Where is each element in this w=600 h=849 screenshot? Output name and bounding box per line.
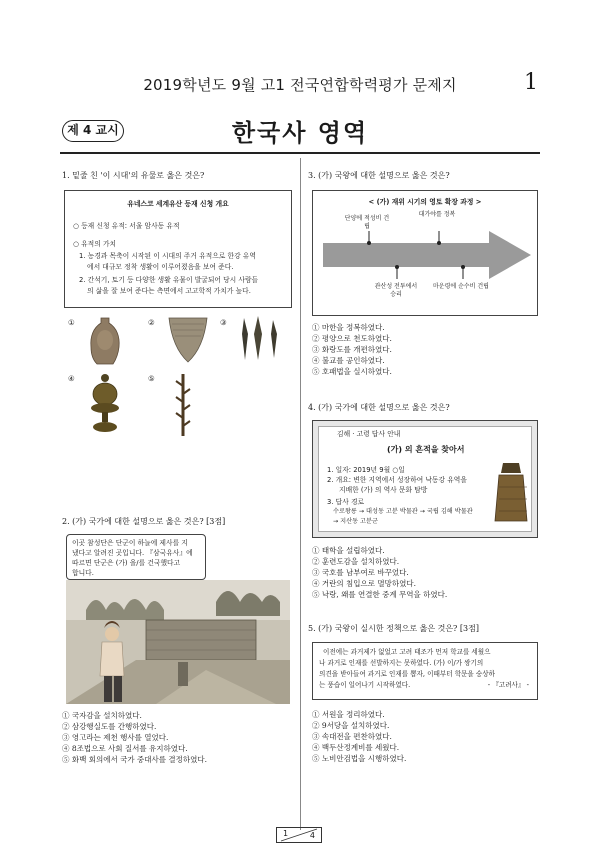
q1-option-5-marker[interactable]: ⑤ (148, 374, 155, 383)
q5-quote-line-1: 이전에는 과거제가 없었고 고려 태조가 먼저 학교를 세웠으 (323, 648, 491, 656)
q3-option-1[interactable]: ① 마한을 정복하였다. (312, 323, 385, 332)
gilt-bronze-incense-burner-image (88, 372, 122, 436)
q2-option-5[interactable]: ⑤ 화백 회의에서 국가 중대사를 결정하였다. (62, 755, 207, 764)
q3-event-2: 대가야를 정복 (418, 211, 456, 218)
q1-box-title: 유네스코 세계유산 등재 신청 개요 (127, 200, 229, 208)
q1-line-1: ○ 등재 신청 유적: 서울 암사동 유적 (73, 222, 180, 230)
q1-option-2-marker[interactable]: ② (148, 318, 155, 327)
q5-option-1[interactable]: ① 서원을 정리하였다. (312, 710, 385, 719)
celadon-vase-image (88, 316, 122, 366)
q4-option-1[interactable]: ① 태학을 설립하였다. (312, 546, 385, 555)
q2-bubble-line-4: 합니다. (72, 569, 94, 577)
q5-quote-line-3: 의견을 받아들여 과거로 인재를 뽑자, 이때부터 학문을 숭상하 (319, 670, 496, 678)
session-label: 제 4 교시 (62, 120, 124, 142)
q2-speech-bubble (66, 534, 206, 580)
q5-option-3[interactable]: ③ 속대전을 편찬하였다. (312, 732, 392, 741)
q1-line-3: 1. 농경과 목축이 시작된 이 시대의 주거 유적으로 한강 유역 (79, 252, 256, 260)
question-2-stem: 2. (가) 국가에 대한 설명으로 옳은 것은? [3점] (62, 517, 226, 526)
q2-option-2[interactable]: ② 삼강행실도를 간행하였다. (62, 722, 157, 731)
gaya-armor-image (491, 459, 531, 527)
q3-territory-box (312, 190, 538, 316)
q4-option-5[interactable]: ⑤ 낙랑, 왜를 연결한 중계 무역을 하였다. (312, 590, 448, 599)
comb-pattern-pottery-image (166, 314, 210, 364)
footer-page: 1 (283, 829, 289, 838)
q5-option-2[interactable]: ② 9서당을 설치하였다. (312, 721, 390, 730)
q2-bubble-line-1: 이곳 참성단은 단군이 하늘에 제사를 지 (72, 539, 188, 547)
q2-option-4[interactable]: ④ 8조법으로 사회 질서를 유지하였다. (62, 744, 188, 753)
q4-route-1: 수로왕릉 → 대성동 고분 박물관 → 국립 김해 박물관 (333, 508, 473, 515)
header-rule (60, 152, 540, 154)
q4-option-4[interactable]: ④ 거란의 침입으로 멸망하였다. (312, 579, 416, 588)
subject-title: 한국사 영역 (231, 119, 369, 147)
question-3-stem: 3. (가) 국왕에 대한 설명으로 옳은 것은? (308, 171, 450, 180)
seven-branched-sword-image (168, 372, 198, 438)
q5-option-4[interactable]: ④ 백두산정계비를 세웠다. (312, 743, 400, 752)
q3-event-4: 마운령에 순수비 건립 (433, 283, 489, 290)
q3-event-3: 관산성 전투에서 승리 (374, 283, 418, 298)
q3-map-title: < (가) 재위 시기의 영토 확장 과정 > (368, 198, 482, 206)
q5-quote-line-2: 나 과거로 인재를 선발하지는 못하였다. (가) 이/가 쌍기의 (319, 659, 484, 667)
q2-bubble-line-3: 따르면 단군은 (가) 을/를 건국했다고 (72, 559, 181, 567)
q2-option-1[interactable]: ① 국자감을 설치하였다. (62, 711, 142, 720)
q4-option-3[interactable]: ③ 국호를 남부여로 바꾸었다. (312, 568, 409, 577)
q2-bubble-line-2: 냈다고 알려진 곳입니다. 『삼국유사』에 (72, 549, 193, 557)
q5-option-5[interactable]: ⑤ 노비안검법을 시행하였다. (312, 754, 407, 763)
q4-tour-box (312, 420, 538, 538)
q1-option-4-marker[interactable]: ④ (68, 374, 75, 383)
q2-option-3[interactable]: ③ 영고라는 제천 행사를 열었다. (62, 733, 169, 742)
q4-panel-title: (가) 의 흔적을 찾아서 (387, 445, 465, 454)
timeline-arrow (323, 231, 533, 279)
q1-option-3-marker[interactable]: ③ (220, 318, 227, 327)
stone-arrowheads-image (236, 314, 284, 364)
q4-item-2b: 지배한 (가) 의 역사 문화 탐방 (339, 486, 428, 494)
question-4-stem: 4. (가) 국가에 대한 설명으로 옳은 것은? (308, 403, 450, 412)
q1-line-5: 2. 간석기, 토기 등 다양한 생활 유물이 발굴되어 당시 사람들 (79, 276, 259, 284)
q1-info-box (64, 190, 292, 308)
chamseongdan-altar-photo (66, 580, 290, 704)
q3-event-1: 단양에 적성비 건립 (344, 215, 390, 230)
exam-title: 2019학년도 9월 고1 전국연합학력평가 문제지 (143, 76, 457, 94)
q3-option-5[interactable]: ⑤ 호패법을 실시하였다. (312, 367, 392, 376)
page-indicator (276, 827, 322, 843)
q5-quote-line-4: 는 풍습이 일어나기 시작하였다. (319, 681, 411, 689)
page-number: 1 (524, 70, 538, 95)
q5-quote-source: - 『고려사』 - (487, 681, 529, 689)
q1-line-4: 에서 대규모 정착 생활이 이루어졌음을 보여 준다. (87, 263, 234, 271)
question-5-stem: 5. (가) 국왕이 실시한 정책으로 옳은 것은? [3점] (308, 624, 479, 633)
q5-quote-box (312, 642, 538, 700)
q4-option-2[interactable]: ② 훈련도감을 설치하였다. (312, 557, 400, 566)
q3-option-2[interactable]: ② 평양으로 천도하였다. (312, 334, 392, 343)
q3-option-4[interactable]: ④ 불교를 공인하였다. (312, 356, 385, 365)
q1-option-1-marker[interactable]: ① (68, 318, 75, 327)
q1-line-6: 의 삶을 잘 보여 준다는 측면에서 고고학적 가치가 높다. (87, 287, 251, 295)
q4-route-2: → 지산동 고분군 (333, 518, 378, 525)
footer-total: 4 (309, 831, 315, 840)
question-1-stem: 1. 밑줄 친 '이 시대'의 유물로 옳은 것은? (62, 171, 205, 180)
q4-item-1: 1. 일자: 2019년 9월 ○일 (327, 466, 405, 474)
q4-panel-header: 김해 · 고령 답사 안내 (337, 430, 401, 438)
q1-line-2: ○ 유적의 가치 (73, 240, 117, 248)
column-divider (300, 158, 301, 830)
q4-item-3: 3. 답사 경로 (327, 498, 365, 506)
q4-item-2a: 2. 개요: 변한 지역에서 성장하여 낙동강 유역을 (327, 476, 467, 484)
q3-option-3[interactable]: ③ 화랑도를 개편하였다. (312, 345, 392, 354)
